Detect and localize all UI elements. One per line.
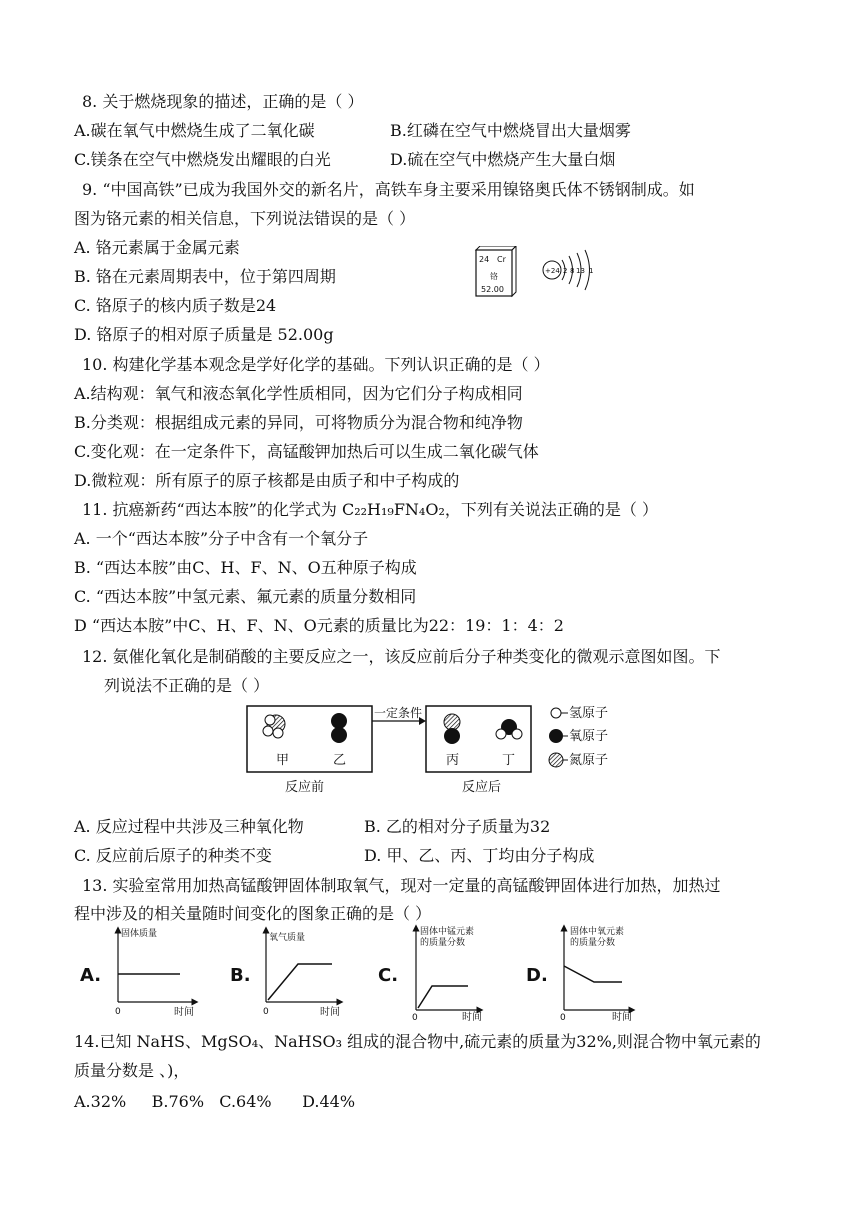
reaction-condition: 一定条件: [374, 706, 423, 720]
q11-option-c: C. “西达本胺”中氢元素、氟元素的质量分数相同: [74, 587, 417, 606]
graph-c-ylabel-1: 固体中锰元素: [420, 927, 475, 937]
graph-c-curve: [418, 986, 468, 1008]
q14-stem-line1: 14.已知 NaHS、MgSO₄、NaHSO₃ 组成的混合物中,硫元素的质量为32%,则混合物中氧元素的: [74, 1032, 761, 1051]
cell-mass: 52.00: [481, 285, 504, 294]
molecule-yi: [331, 713, 347, 743]
q9-option-c: C. 铬原子的核内质子数是24: [74, 296, 277, 315]
q8-option-a: A.碳在氧气中燃烧生成了二氧化碳: [74, 121, 315, 140]
graph-a-xlabel: 时间: [174, 1007, 194, 1018]
label-yi: 乙: [333, 753, 347, 768]
legend-nitrogen-icon: [549, 753, 563, 767]
q12-stem-line2: 列说法不正确的是（ ）: [104, 676, 270, 695]
shell-2-electrons: 8: [570, 267, 575, 275]
q14-options: A.32% B.76% C.64% D.44%: [74, 1092, 356, 1111]
label-jia: 甲: [276, 753, 290, 768]
graph-b: [230, 930, 340, 1018]
q10-stem: 10. 构建化学基本观念是学好化学的基础。下列认识正确的是（ ）: [82, 355, 550, 374]
cell-atomic-number: 24: [479, 255, 490, 264]
q8-option-c: C.镁条在空气中燃烧发出耀眼的白光: [74, 150, 331, 169]
label-bing: 丙: [446, 753, 460, 768]
graph-c-xlabel: 时间: [462, 1012, 482, 1022]
graph-c-origin: 0: [412, 1013, 418, 1022]
graph-d-curve: [564, 966, 622, 982]
graph-b-ylabel: 氧气质量: [269, 933, 306, 943]
graph-d-ylabel-2: 的质量分数: [570, 938, 616, 948]
graph-d: [526, 925, 632, 1022]
q12-option-a: A. 反应过程中共涉及三种氧化物: [74, 817, 304, 836]
legend-oxygen-icon: [549, 729, 563, 743]
graph-b-letter: B.: [230, 965, 251, 986]
graph-c-ylabel-2: 的质量分数: [420, 938, 466, 948]
graph-d-letter: D.: [526, 965, 548, 986]
q14-stem-line2: 质量分数是 、)，: [74, 1061, 190, 1080]
cell-symbol: Cr: [497, 255, 506, 264]
graph-c-letter: C.: [378, 965, 399, 986]
graph-d-origin: 0: [560, 1013, 566, 1022]
q10-option-b: B.分类观：根据组成元素的异同，可将物质分为混合物和纯净物: [74, 413, 523, 432]
shell-4-electrons: 1: [589, 267, 594, 275]
q9-option-d: D. 铬原子的相对原子质量是 52.00g: [74, 325, 334, 344]
q8-stem: 8. 关于燃烧现象的描述，正确的是（ ）: [82, 92, 364, 111]
q13-stem-line1: 13. 实验室常用加热高锰酸钾固体制取氧气，现对一定量的高锰酸钾固体进行加热，加热过: [82, 876, 721, 895]
q9-option-b: B. 铬在元素周期表中，位于第四周期: [74, 267, 336, 286]
label-ding: 丁: [502, 753, 516, 768]
legend-hydrogen-icon: [551, 708, 561, 718]
graph-b-xlabel: 时间: [320, 1007, 340, 1018]
q13-graphs: [70, 922, 670, 1022]
q9-stem-line1: 9. “中国高铁”已成为我国外交的新名片，高铁车身主要采用镍铬奥氏体不锈钢制成。如: [82, 180, 695, 199]
molecule-jia: [263, 715, 285, 738]
q12-option-b: B. 乙的相对分子质量为32: [364, 817, 551, 836]
label-after: 反应后: [462, 780, 502, 795]
graph-a-letter: A.: [80, 965, 102, 986]
q12-option-c: C. 反应前后原子的种类不变: [74, 846, 272, 865]
graph-b-curve: [268, 964, 332, 1000]
graph-a-ylabel: 固体质量: [121, 929, 158, 939]
atom-structure-diagram: [543, 250, 593, 290]
q12-option-d: D. 甲、乙、丙、丁均由分子构成: [364, 846, 595, 865]
cell-name: 铬: [490, 272, 498, 281]
legend-oxygen: 氧原子: [569, 729, 609, 744]
graph-a-origin: 0: [115, 1007, 121, 1017]
graph-d-xlabel: 时间: [612, 1012, 632, 1022]
shell-3-electrons: 13: [576, 267, 585, 275]
periodic-cell: [476, 246, 516, 296]
legend-hydrogen: 氢原子: [569, 706, 609, 721]
legend: [549, 706, 608, 768]
molecule-bing: [444, 714, 460, 744]
q8-option-d: D.硫在空气中燃烧产生大量白烟: [390, 150, 616, 169]
graph-a: [80, 927, 195, 1018]
graph-b-origin: 0: [263, 1007, 269, 1017]
nucleus-charge: +24: [545, 267, 560, 275]
reaction-micro-diagram: [240, 700, 640, 800]
q13-stem-line2: 程中涉及的相关量随时间变化的图象正确的是（ ）: [74, 904, 432, 923]
label-before: 反应前: [285, 780, 325, 795]
before-box: [247, 706, 372, 772]
q9-stem-line2: 图为铬元素的相关信息，下列说法错误的是（ ）: [74, 209, 416, 228]
chromium-info-figure: [468, 246, 608, 306]
q9-option-a: A. 铬元素属于金属元素: [74, 238, 240, 257]
shell-1-electrons: 2: [563, 267, 568, 275]
q11-stem: 11. 抗癌新药“西达本胺”的化学式为 C₂₂H₁₉FN₄O₂，下列有关说法正确的是（ ）: [82, 500, 658, 519]
q11-option-d: D “西达本胺”中C、H、F、N、O元素的质量比为22：19：1：4：2: [74, 616, 564, 635]
molecule-ding: [496, 719, 522, 739]
q8-option-b: B.红磷在空气中燃烧冒出大量烟雾: [390, 121, 631, 140]
graph-d-ylabel-1: 固体中氧元素: [570, 927, 625, 937]
q10-option-d: D.微粒观：所有原子的原子核都是由质子和中子构成的: [74, 471, 460, 490]
legend-nitrogen: 氮原子: [569, 753, 609, 768]
q12-stem-line1: 12. 氨催化氧化是制硝酸的主要反应之一，该反应前后分子种类变化的微观示意图如图。下: [82, 647, 721, 666]
q10-option-a: A.结构观：氧气和液态氧化学性质相同，因为它们分子构成相同: [74, 384, 523, 403]
graph-c: [378, 925, 482, 1022]
q11-option-b: B. “西达本胺”由C、H、F、N、O五种原子构成: [74, 558, 417, 577]
q10-option-c: C.变化观：在一定条件下，高锰酸钾加热后可以生成二氧化碳气体: [74, 442, 539, 461]
q11-option-a: A. 一个“西达本胺”分子中含有一个氧分子: [74, 529, 369, 548]
